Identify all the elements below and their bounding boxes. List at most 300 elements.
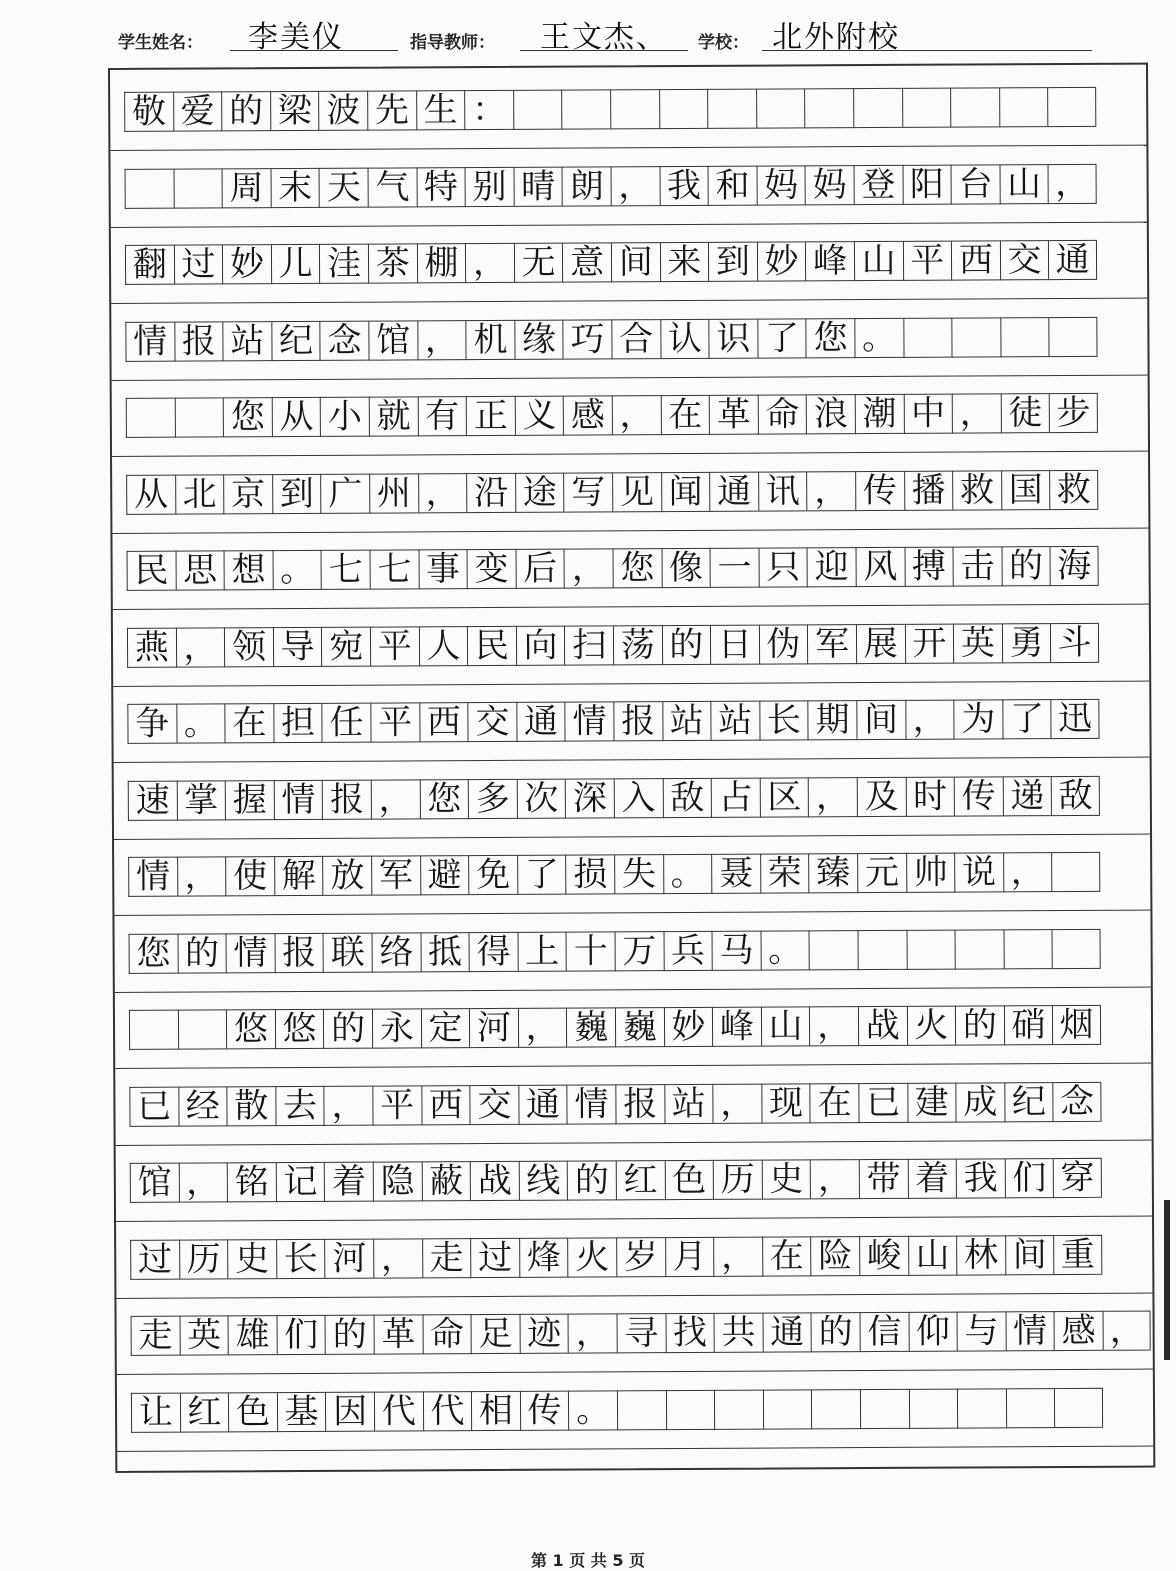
grid-cell: ，: [564, 548, 613, 588]
grid-cell: 扫: [564, 625, 613, 665]
school-name-value: 北外附校: [772, 20, 900, 55]
grid-cell: 情: [125, 321, 174, 361]
grid-cell: 波: [318, 91, 367, 131]
grid-cell: 在: [762, 1236, 811, 1276]
grid-cell: 的: [221, 91, 270, 131]
grid-cell: 峻: [859, 1235, 908, 1275]
grid-cell: 闻: [661, 471, 710, 511]
grid-cell: 情: [565, 701, 614, 741]
row-separator-line: [117, 1445, 1153, 1451]
grid-cell: 宛: [321, 626, 370, 666]
grid-cell: 潮: [855, 394, 904, 434]
grid-cell: 林: [956, 1235, 1005, 1275]
grid-cell: 天: [319, 167, 368, 207]
grid-cell: 勇: [1002, 623, 1051, 663]
grid-cell: 过: [174, 244, 223, 284]
grid-cell: 报: [174, 321, 223, 361]
grid-cell: 解: [274, 856, 323, 896]
grid-cell: 河: [325, 1238, 374, 1278]
grid-cell: 长: [759, 700, 808, 740]
grid-cell: 识: [708, 318, 757, 358]
grid-cell: 周: [222, 168, 271, 208]
grid-cell: 在: [660, 395, 709, 435]
grid-cell: 合: [611, 319, 660, 359]
row-separator-line: [116, 1292, 1152, 1298]
grid-cell: 棚: [416, 243, 465, 283]
grid-cell: ，: [806, 471, 855, 511]
grid-row: [127, 699, 1099, 744]
grid-cell: 递: [1002, 776, 1051, 816]
grid-cell: 七: [369, 549, 418, 589]
header: [0, 0, 1176, 70]
grid-cell: 站: [710, 701, 759, 741]
grid-cell: 北: [175, 474, 224, 514]
grid-cell: ，: [610, 166, 659, 206]
grid-cell: 穿: [1053, 1158, 1102, 1198]
grid-cell: 次: [516, 778, 565, 818]
grid-cell: 记: [276, 1162, 325, 1202]
grid-cell: 代: [422, 1391, 471, 1431]
grid-cell: 色: [664, 1160, 713, 1200]
grid-cell: 足: [471, 1314, 520, 1354]
grid-cell: 梁: [270, 91, 319, 131]
grid-row: [128, 775, 1100, 820]
grid-cell: 交: [467, 702, 516, 742]
grid-cell: 巍: [566, 1007, 615, 1047]
row-separator-line: [112, 451, 1148, 457]
grid-cell: 念: [1053, 1081, 1102, 1121]
grid-cell: ，: [465, 243, 514, 283]
grid-cell: 一: [710, 548, 759, 588]
grid-row: [131, 1311, 1152, 1356]
grid-cell: 的: [661, 624, 710, 664]
writing-grid-paper: [108, 63, 1155, 1473]
grid-cell: 变: [467, 549, 516, 589]
grid-cell: 铭: [227, 1162, 276, 1202]
grid-cell: 深: [565, 778, 614, 818]
grid-cell: ，: [810, 1159, 859, 1199]
grid-row: [125, 240, 1097, 285]
grid-cell: 西: [419, 702, 468, 742]
grid-cell: 烽: [519, 1237, 568, 1277]
grid-cell: 通: [516, 702, 565, 742]
grid-cell: 从: [272, 397, 321, 437]
grid-row: [125, 163, 1097, 208]
grid-cell: [1047, 87, 1096, 127]
grid-cell: 西: [421, 1085, 470, 1125]
grid-cell: 和: [708, 165, 757, 205]
grid-cell: 军: [371, 855, 420, 895]
grid-cell: 经: [178, 1086, 227, 1126]
grid-cell: 让: [131, 1392, 180, 1432]
row-separator-line: [116, 1216, 1152, 1222]
grid-cell: [853, 88, 902, 128]
grid-cell: [811, 1389, 860, 1429]
grid-row: [131, 1387, 1103, 1432]
grid-cell: 的: [567, 1160, 616, 1200]
grid-cell: 妈: [756, 165, 805, 205]
grid-cell: ，: [371, 779, 420, 819]
grid-cell: 站: [223, 321, 272, 361]
grid-cell: 妙: [663, 1007, 712, 1047]
grid-cell: 感: [563, 395, 612, 435]
row-separator-line: [113, 604, 1149, 610]
grid-cell: 硝: [1004, 1005, 1053, 1045]
grid-cell: 现: [761, 1083, 810, 1123]
grid-cell: 十: [566, 931, 615, 971]
grid-cell: [902, 88, 951, 128]
grid-cell: 七: [321, 550, 370, 590]
grid-cell: 络: [371, 932, 420, 972]
grid-cell: ：: [464, 90, 513, 130]
grid-cell: [955, 929, 1004, 969]
grid-cell: 茶: [368, 243, 417, 283]
grid-cell: 平: [370, 702, 419, 742]
grid-cell: [129, 1010, 178, 1050]
grid-cell: 写: [563, 472, 612, 512]
grid-cell: 说: [954, 852, 1003, 892]
grid-cell: 报: [615, 1084, 664, 1124]
grid-cell: ，: [713, 1236, 762, 1276]
grid-cell: 您: [129, 933, 178, 973]
grid-cell: ，: [568, 1313, 617, 1353]
grid-cell: 定: [420, 1008, 469, 1048]
grid-cell: ，: [808, 777, 857, 817]
grid-cell: 马: [712, 930, 761, 970]
grid-cell: 伪: [759, 624, 808, 664]
grid-cell: 救: [952, 470, 1001, 510]
row-separator-line: [111, 221, 1147, 227]
grid-cell: [908, 1388, 957, 1428]
grid-cell: 河: [469, 1008, 518, 1048]
grid-cell: ，: [809, 1006, 858, 1046]
grid-cell: [665, 1389, 714, 1429]
grid-cell: [756, 88, 805, 128]
grid-cell: 及: [857, 776, 906, 816]
grid-cell: 步: [1049, 393, 1098, 433]
grid-cell: 革: [373, 1314, 422, 1354]
grid-cell: 占: [711, 777, 760, 817]
grid-cell: 险: [810, 1236, 859, 1276]
grid-cell: 广: [321, 473, 370, 513]
grid-cell: 缘: [514, 319, 563, 359]
grid-cell: 代: [374, 1391, 423, 1431]
grid-cell: 国: [1001, 470, 1050, 510]
grid-cell: [659, 89, 708, 129]
grid-cell: 成: [955, 1082, 1004, 1122]
grid-cell: 情: [567, 1084, 616, 1124]
grid-cell: 得: [469, 931, 518, 971]
grid-cell: 失: [614, 854, 663, 894]
grid-row: [129, 1005, 1101, 1050]
grid-cell: 斗: [1050, 622, 1099, 662]
grid-cell: 燕: [127, 627, 176, 667]
grid-cell: 讯: [758, 471, 807, 511]
grid-cell: [610, 89, 659, 129]
grid-cell: 报: [613, 701, 662, 741]
grid-cell: 英: [953, 623, 1002, 663]
grid-cell: 的: [811, 1312, 860, 1352]
grid-cell: 仰: [908, 1312, 957, 1352]
grid-cell: 情: [1005, 1311, 1054, 1351]
grid-cell: 情: [128, 857, 177, 897]
grid-cell: 妙: [222, 244, 271, 284]
grid-cell: 台: [951, 164, 1000, 204]
grid-cell: 馆: [130, 1163, 179, 1203]
grid-cell: 您: [223, 397, 272, 437]
grid-cell: 迹: [519, 1314, 568, 1354]
grid-cell: 翻: [125, 245, 174, 285]
grid-cell: 日: [710, 624, 759, 664]
grid-cell: [763, 1389, 812, 1429]
student-name-value: 李美仪: [248, 20, 344, 55]
grid-cell: [804, 88, 853, 128]
teacher-name-label: 指导教师：: [410, 33, 495, 53]
row-separator-line: [112, 374, 1148, 380]
grid-cell: 敬: [124, 92, 173, 132]
row-separator-line: [117, 1369, 1153, 1375]
grid-cell: ，: [177, 856, 226, 896]
grid-cell: 色: [228, 1392, 277, 1432]
grid-cell: 寻: [616, 1313, 665, 1353]
grid-cell: 烟: [1052, 1005, 1101, 1045]
grid-cell: 我: [659, 165, 708, 205]
grid-cell: 民: [127, 551, 176, 591]
grid-cell: [617, 1390, 666, 1430]
grid-cell: 馆: [368, 320, 417, 360]
grid-cell: 别: [465, 166, 514, 206]
grid-row: [126, 469, 1098, 514]
grid-cell: 因: [325, 1391, 374, 1431]
grid-cell: 元: [857, 853, 906, 893]
grid-cell: 帅: [906, 853, 955, 893]
grid-cell: 通: [1048, 240, 1097, 280]
grid-cell: 走: [131, 1316, 180, 1356]
grid-cell: 领: [224, 627, 273, 667]
grid-row: [124, 87, 1096, 132]
grid-cell: 海: [1050, 546, 1099, 586]
grid-cell: 您: [612, 548, 661, 588]
grid-cell: 山: [854, 241, 903, 281]
grid-cell: 长: [276, 1238, 325, 1278]
grid-cell: 。: [663, 854, 712, 894]
grid-cell: 区: [759, 777, 808, 817]
grid-cell: 革: [709, 395, 758, 435]
grid-cell: 。: [176, 703, 225, 743]
grid-cell: 我: [956, 1158, 1005, 1198]
grid-cell: 平: [902, 241, 951, 281]
grid-cell: 纪: [271, 320, 320, 360]
grid-cell: 速: [128, 780, 177, 820]
grid-cell: 有: [417, 396, 466, 436]
grid-cell: 迎: [807, 547, 856, 587]
row-separator-line: [110, 145, 1146, 151]
teacher-name-value: 王文杰、: [540, 20, 668, 55]
grid-cell: 后: [515, 549, 564, 589]
grid-row: [126, 393, 1098, 438]
grid-cell: 纪: [1004, 1082, 1053, 1122]
school-label: 学校：: [698, 33, 749, 53]
grid-cell: 信: [859, 1312, 908, 1352]
grid-cell: 小: [320, 397, 369, 437]
grid-cell: 已: [858, 1082, 907, 1122]
grid-cell: 在: [225, 703, 274, 743]
grid-cell: 期: [808, 700, 857, 740]
grid-cell: 万: [614, 931, 663, 971]
grid-cell: [951, 317, 1000, 357]
grid-cell: 传: [855, 470, 904, 510]
grid-cell: 徒: [1000, 393, 1049, 433]
grid-cell: [1003, 929, 1052, 969]
grid-cell: 月: [665, 1236, 714, 1276]
grid-cell: ，: [417, 320, 466, 360]
grid-cell: 间: [611, 242, 660, 282]
grid-cell: 握: [225, 780, 274, 820]
grid-cell: [857, 929, 906, 969]
grid-cell: ，: [1048, 163, 1097, 203]
grid-cell: ，: [178, 1162, 227, 1202]
grid-cell: 机: [465, 319, 514, 359]
grid-cell: [174, 397, 223, 437]
grid-cell: 带: [859, 1159, 908, 1199]
grid-cell: 平: [372, 1085, 421, 1125]
grid-cell: 巧: [563, 319, 612, 359]
grid-cell: 时: [905, 776, 954, 816]
grid-cell: 战: [470, 1161, 519, 1201]
grid-cell: 击: [953, 546, 1002, 586]
grid-cell: [714, 1389, 763, 1429]
grid-cell: 战: [858, 1006, 907, 1046]
grid-cell: 免: [468, 855, 517, 895]
grid-cell: [809, 930, 858, 970]
grid-cell: [957, 1388, 1006, 1428]
grid-cell: 史: [227, 1239, 276, 1279]
grid-cell: 气: [367, 167, 416, 207]
grid-cell: 命: [757, 394, 806, 434]
grid-cell: 传: [954, 776, 1003, 816]
grid-cell: 们: [276, 1315, 325, 1355]
grid-cell: 传: [520, 1390, 569, 1430]
grid-cell: 命: [422, 1314, 471, 1354]
student-name-label: 学生姓名：: [118, 33, 203, 53]
grid-cell: 州: [369, 473, 418, 513]
grid-cell: 阳: [902, 164, 951, 204]
grid-cell: 风: [855, 547, 904, 587]
grid-cell: 。: [568, 1390, 617, 1430]
grid-cell: 开: [904, 623, 953, 663]
grid-row: [127, 622, 1099, 667]
grid-cell: 隐: [373, 1161, 422, 1201]
page-number: 第 1 页 共 5 页: [530, 1551, 646, 1570]
grid-cell: 站: [664, 1083, 713, 1123]
grid-cell: 爱: [173, 91, 222, 131]
grid-cell: 红: [616, 1160, 665, 1200]
grid-cell: 西: [951, 240, 1000, 280]
grid-cell: 报: [274, 932, 323, 972]
grid-cell: 散: [227, 1086, 276, 1126]
teacher-name-underline: [520, 50, 688, 51]
grid-cell: 线: [518, 1161, 567, 1201]
grid-cell: 聂: [711, 854, 760, 894]
grid-cell: 巍: [615, 1007, 664, 1047]
grid-cell: 中: [903, 394, 952, 434]
grid-cell: 荡: [613, 625, 662, 665]
grid-cell: 末: [270, 167, 319, 207]
grid-cell: 见: [612, 472, 661, 512]
grid-cell: 。: [760, 930, 809, 970]
grid-cell: 的: [177, 933, 226, 973]
grid-cell: 的: [325, 1315, 374, 1355]
grid-cell: 担: [273, 703, 322, 743]
grid-cell: 途: [515, 472, 564, 512]
grid-cell: 播: [904, 470, 953, 510]
grid-cell: 您: [806, 318, 855, 358]
grid-cell: 臻: [808, 853, 857, 893]
grid-cell: [178, 1009, 227, 1049]
grid-cell: 沿: [466, 472, 515, 512]
grid-cell: 无: [514, 243, 563, 283]
grid-cell: ，: [1003, 852, 1052, 892]
grid-cell: 敌: [1051, 775, 1100, 815]
grid-cell: 登: [853, 164, 902, 204]
grid-cell: 使: [225, 856, 274, 896]
grid-cell: 损: [565, 854, 614, 894]
grid-cell: 导: [273, 626, 322, 666]
grid-cell: 想: [224, 550, 273, 590]
grid-cell: 正: [466, 396, 515, 436]
grid-cell: 人: [418, 626, 467, 666]
row-separator-line: [115, 1063, 1151, 1069]
grid-cell: [950, 87, 999, 127]
grid-cell: 峰: [712, 1007, 761, 1047]
grid-cell: 通: [709, 471, 758, 511]
grid-cell: 过: [470, 1237, 519, 1277]
grid-row: [125, 316, 1097, 361]
grid-cell: [173, 168, 222, 208]
grid-cell: 悠: [275, 1009, 324, 1049]
grid-cell: 妙: [757, 241, 806, 281]
grid-row: [129, 928, 1101, 973]
grid-row: [127, 546, 1099, 591]
row-separator-line: [115, 986, 1151, 992]
grid-cell: 了: [757, 318, 806, 358]
grid-cell: 平: [370, 626, 419, 666]
grid-cell: 交: [469, 1084, 518, 1124]
grid-cell: ，: [905, 700, 954, 740]
grid-cell: ，: [518, 1008, 567, 1048]
grid-cell: 交: [1000, 240, 1049, 280]
grid-cell: 义: [514, 396, 563, 436]
grid-cell: 。: [854, 317, 903, 357]
grid-cell: 掌: [176, 780, 225, 820]
grid-cell: 通: [518, 1084, 567, 1124]
grid-cell: 永: [372, 1008, 421, 1048]
row-separator-line: [114, 910, 1150, 916]
grid-cell: 感: [1054, 1311, 1103, 1351]
grid-cell: [903, 317, 952, 357]
grid-cell: 走: [422, 1238, 471, 1278]
grid-cell: 任: [322, 703, 371, 743]
grid-cell: [999, 87, 1048, 127]
grid-cell: [1049, 316, 1098, 356]
grid-cell: 向: [516, 625, 565, 665]
row-separator-line: [111, 298, 1147, 304]
row-separator-line: [116, 1139, 1152, 1145]
grid-cell: 敌: [662, 777, 711, 817]
grid-cell: 抵: [420, 932, 469, 972]
scan-edge-mark: [1164, 1200, 1170, 1360]
row-separator-line: [112, 527, 1148, 533]
